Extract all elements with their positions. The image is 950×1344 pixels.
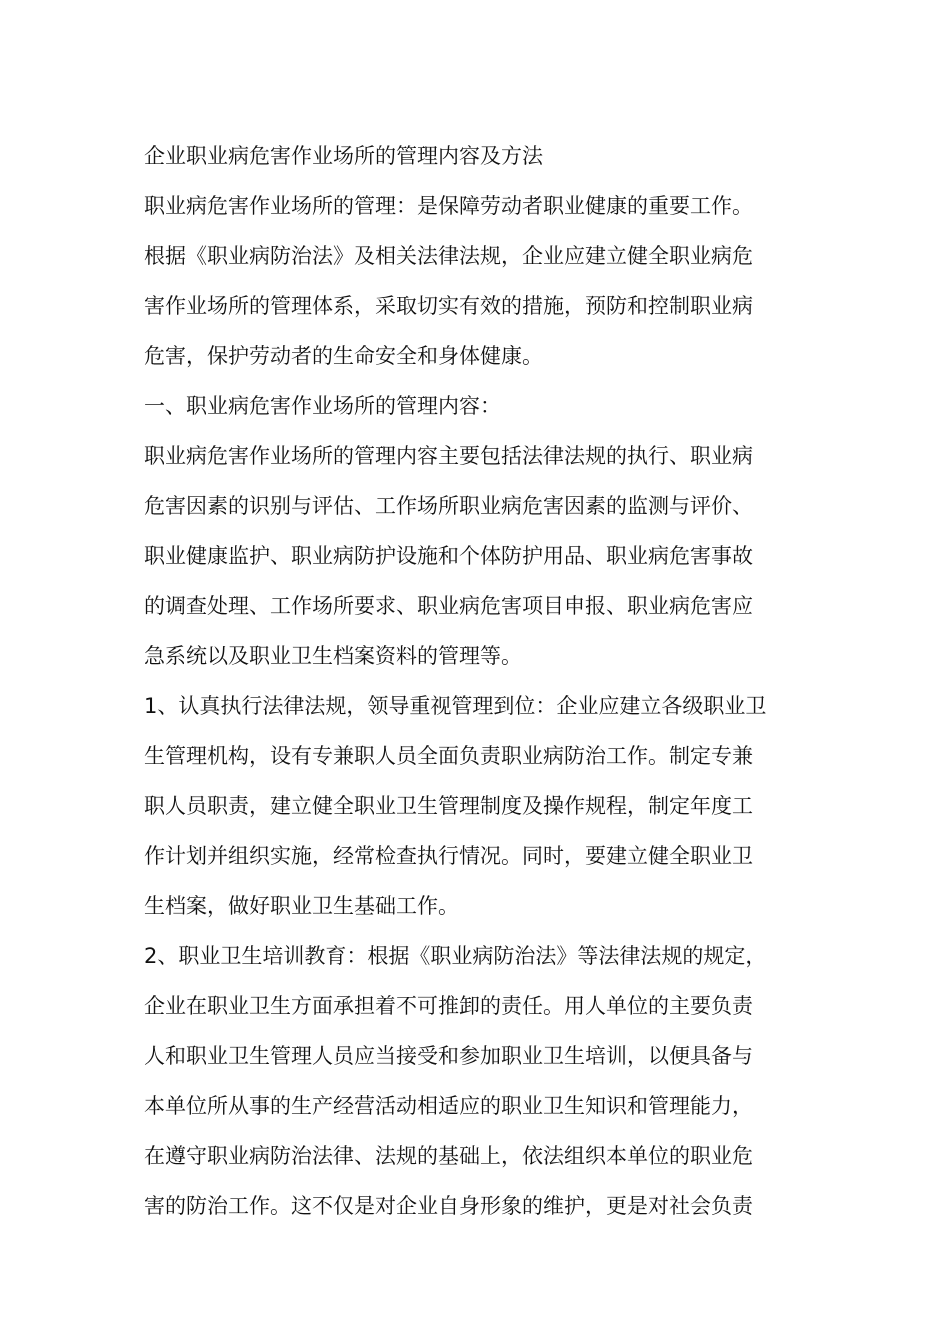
text-line: 根据《职业病防治法》及相关法律法规，企业应建立健全职业病危 [144,244,753,268]
text-line: 的调查处理、工作场所要求、职业病危害项目申报、职业病危害应 [144,594,753,618]
text-line: 危害因素的识别与评估、工作场所职业病危害因素的监测与评价、 [144,494,753,518]
text-line: 2、职业卫生培训教育：根据《职业病防治法》等法律法规的规定， [144,944,767,968]
text-line: 职业健康监护、职业病防护设施和个体防护用品、职业病危害事故 [144,544,753,568]
text-line: 职业病危害作业场所的管理内容主要包括法律法规的执行、职业病 [144,444,753,468]
text-line: 生管理机构，设有专兼职人员全面负责职业病防治工作。制定专兼 [144,744,753,768]
text-line: 害作业场所的管理体系，采取切实有效的措施，预防和控制职业病 [144,294,753,318]
document-body [144,131,814,1231]
text-line: 作计划并组织实施，经常检查执行情况。同时，要建立健全职业卫 [144,844,753,868]
text-line: 本单位所从事的生产经营活动相适应的职业卫生知识和管理能力， [144,1094,753,1118]
text-line: 企业在职业卫生方面承担着不可推卸的责任。用人单位的主要负责 [144,994,753,1018]
text-line: 职人员职责，建立健全职业卫生管理制度及操作规程，制定年度工 [144,794,753,818]
text-line: 生档案，做好职业卫生基础工作。 [144,894,459,918]
text-line: 职业病危害作业场所的管理：是保障劳动者职业健康的重要工作。 [144,194,753,218]
text-line: 危害，保护劳动者的生命安全和身体健康。 [144,344,543,368]
text-line: 人和职业卫生管理人员应当接受和参加职业卫生培训，以便具备与 [144,1044,753,1068]
section-heading: 一、职业病危害作业场所的管理内容： [144,394,501,418]
text-line: 害的防治工作。这不仅是对企业自身形象的维护，更是对社会负责 [144,1194,753,1218]
text-line: 在遵守职业病防治法律、法规的基础上，依法组织本单位的职业危 [144,1144,753,1168]
document-title: 企业职业病危害作业场所的管理内容及方法 [144,144,543,168]
text-line: 急系统以及职业卫生档案资料的管理等。 [144,644,522,668]
text-line: 1、认真执行法律法规，领导重视管理到位：企业应建立各级职业卫 [144,694,767,718]
